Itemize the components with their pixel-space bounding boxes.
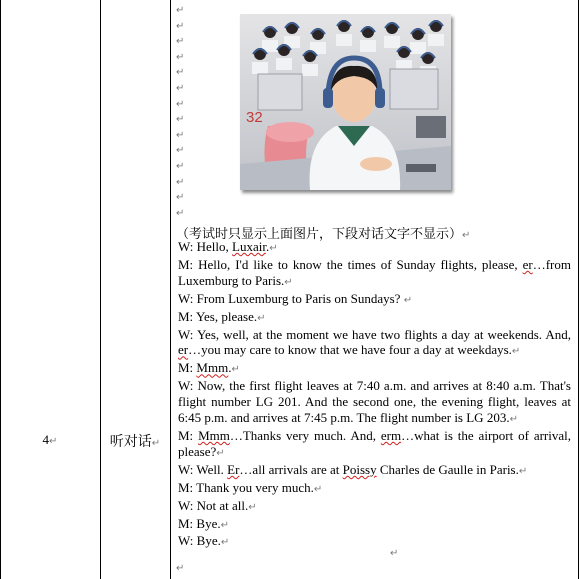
return-mark: ↵ [176,192,185,204]
table-border-right [578,0,579,579]
dialog-text: . [228,360,232,376]
dialog-line [178,239,571,257]
spellcheck-word: Luxair [232,239,266,254]
return-mark: ↵ [176,129,185,141]
spellcheck-word: er [178,342,189,358]
dialog-text: . [265,239,270,254]
dialog-line [178,378,571,428]
spellcheck-word: Mmm [198,427,230,443]
return-mark: ↵ [257,312,266,324]
return-mark: ↵ [176,36,185,48]
dialog-text: …all arrivals are at [239,461,343,477]
classroom-photo [240,14,451,190]
dialog-line [178,462,571,480]
return-mark: ↵ [511,346,521,358]
dialog-text: …you may care to know that we have four a day at weekdays. [188,342,512,358]
return-mark: ↵ [49,436,58,447]
spellcheck-word: erm [380,427,402,443]
spellcheck-word: Er [227,461,240,477]
return-mark: ↵ [176,67,185,79]
classroom-photo-image [240,14,451,190]
content-cell [170,0,578,579]
dialog-text: W: Hello, [178,239,233,254]
return-mark: ↵ [248,501,257,513]
dialog-text: M: [178,360,197,376]
return-mark: ↵ [176,98,185,110]
dialog-line [178,327,571,361]
return-mark: ↵ [176,5,185,16]
dialog-line [178,257,571,291]
dialog-line [178,291,571,309]
dialog-text: M: Hello, I'd like to know the times of Sunday flights, please, [178,256,523,272]
paragraph-marks [176,3,196,221]
return-mark: ↵ [176,114,185,126]
return-mark: ↵ [518,465,528,477]
question-type-text: 听对话 [109,434,152,450]
return-mark: ↵ [176,20,185,32]
dialog-line [178,516,571,534]
dialog-transcript [178,239,571,551]
return-mark: ↵ [269,243,278,254]
return-mark: ↵ [313,483,323,495]
return-mark: ↵ [176,160,185,172]
return-mark: ↵ [284,276,293,288]
return-mark: ↵ [462,230,471,241]
return-mark: ↵ [220,537,230,549]
dialog-text: …what is the airport of arrival, please? [178,427,571,459]
dialog-line [178,533,571,551]
question-number-text: 4 [42,432,50,447]
dialog-line [178,360,571,378]
dialog-line [178,480,571,498]
return-mark: ↵ [403,294,413,306]
dialog-line [178,428,571,462]
dialog-line [178,309,571,327]
return-mark: ↵ [176,145,185,157]
return-mark: ↵ [176,563,185,574]
dialog-text: W: Not at all. [178,497,249,513]
dialog-text: W: Bye. [178,533,221,549]
return-mark: ↵ [509,414,518,426]
return-mark: ↵ [176,82,185,94]
dialog-text: W: Yes, well, at the moment we have two flights a day at weekends. And, [178,326,571,342]
dialog-text: W: Now, the first flight leaves at 7:40 a.m. and arrives at 8:40 a.m. That's flight number LG 201. And the second one, the evening flight, leaves at 6:45 p.m. and arrives at 7:45 p.m. The flight number is LG 203. [178,378,571,426]
number-cell [0,0,100,579]
return-mark: ↵ [176,176,185,188]
return-mark: ↵ [390,548,399,559]
question-type [100,431,170,451]
seat-number-label: 32 [246,109,263,126]
dialog-text: …Thanks very much. And, [229,427,381,443]
dialog-text: …from Luxemburg to Paris. [178,256,571,288]
spellcheck-word: Mmm [196,360,229,376]
return-mark: ↵ [176,207,185,219]
exam-note-text: （考试时只显示上面图片，下段对话文字不显示） [176,227,463,242]
dialog-line [178,498,571,516]
dialog-text: Charles de Gaulle in Paris. [376,461,519,477]
return-mark: ↵ [231,364,240,376]
return-mark: ↵ [151,438,161,449]
spellcheck-word: er [522,256,533,272]
dialog-text: M: Yes, please. [178,308,258,324]
question-number [0,432,100,448]
return-mark: ↵ [220,519,230,531]
dialog-text: M: [178,427,199,443]
dialog-text: M: Bye. [178,515,221,531]
dialog-text: W: Well. [178,461,228,477]
return-mark: ↵ [216,447,225,459]
dialog-text: M: Thank you very much. [178,479,314,495]
return-mark: ↵ [176,51,185,63]
type-cell [100,0,170,579]
dialog-text: W: From Luxemburg to Paris on Sundays? [178,290,404,306]
spellcheck-word: Poissy [342,461,377,477]
